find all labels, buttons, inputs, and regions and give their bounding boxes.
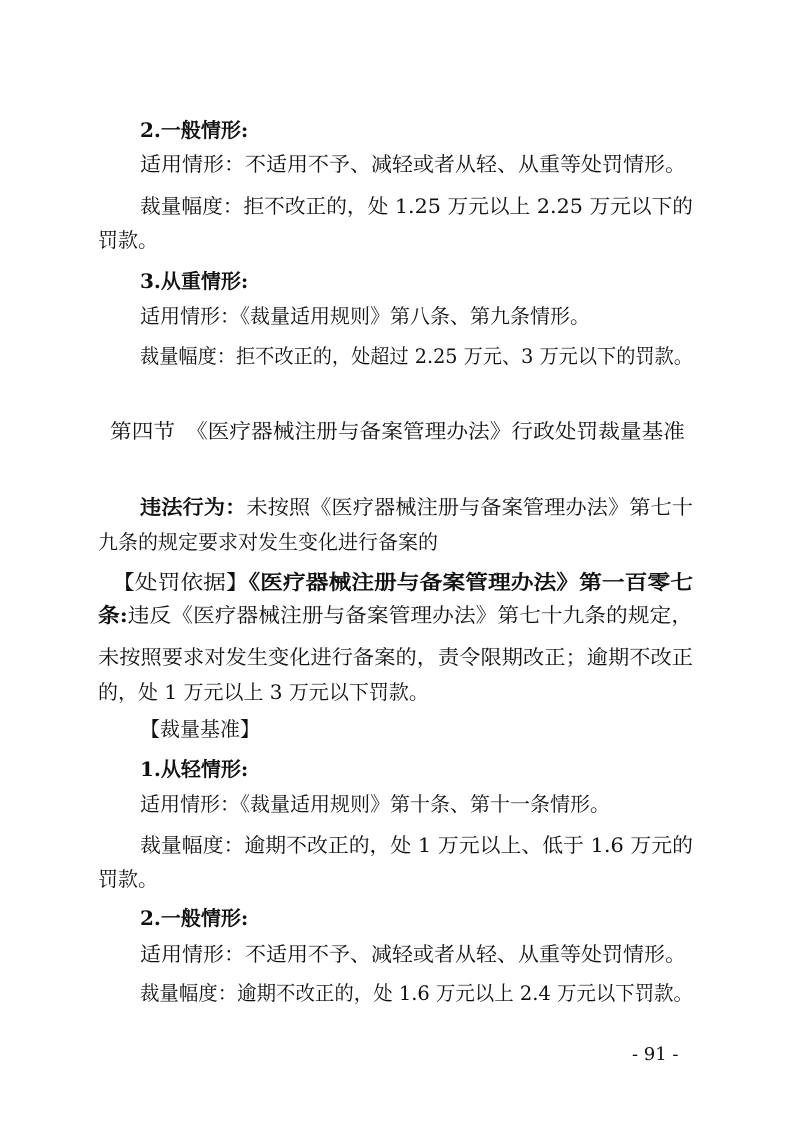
applicable-situation-line xyxy=(0,786,793,822)
text-run: 适用情形：《裁量适用规则》第十条、第十一条情形。 xyxy=(140,792,610,816)
bold-text-run: 1.从轻情形: xyxy=(140,757,249,781)
applicable-situation-line xyxy=(0,298,793,334)
violation-line xyxy=(0,524,793,560)
text-line-content xyxy=(140,112,248,148)
text-line-content xyxy=(140,338,693,374)
text-line-content xyxy=(140,263,248,299)
text-run: 罚款。 xyxy=(98,867,158,891)
text-run: 【裁量基准】 xyxy=(140,717,260,741)
text-line-content xyxy=(140,298,590,334)
section-4-title xyxy=(0,413,793,449)
discretion-range-line xyxy=(0,188,793,224)
text-line-content xyxy=(140,936,686,972)
text-line-content xyxy=(110,413,685,449)
section-2-heading xyxy=(0,112,793,148)
text-run: 的，处 1 万元以上 3 万元以下罚款。 xyxy=(98,680,429,704)
applicable-situation-line xyxy=(0,936,793,972)
violation-line xyxy=(0,489,793,525)
text-run: 罚款。 xyxy=(98,228,158,252)
text-line-content xyxy=(140,900,248,936)
text-line-content xyxy=(140,975,693,1011)
section-1-heading xyxy=(0,751,793,787)
text-run: 【处罚依据】 xyxy=(112,570,249,594)
text-line-content xyxy=(140,188,693,224)
text-run: 第四节 《医疗器械注册与备案管理办法》行政处罚裁量基准 xyxy=(110,419,685,443)
text-run: 裁量幅度：拒不改正的，处 1.25 万元以上 2.25 万元以下的 xyxy=(140,194,693,218)
text-line-content xyxy=(140,827,693,863)
text-line-content xyxy=(140,751,248,787)
text-run: 适用情形：不适用不予、减轻或者从轻、从重等处罚情形。 xyxy=(140,152,686,176)
text-line-content xyxy=(98,597,693,633)
text-line-content xyxy=(140,146,686,182)
text-line-content xyxy=(140,786,610,822)
bold-text-run: 《医疗器械注册与备案管理办法》第一百零七 xyxy=(248,570,694,594)
discretion-standard-heading xyxy=(0,711,793,747)
discretion-range-line xyxy=(0,222,793,258)
page-number: - 91 - xyxy=(632,1044,679,1065)
discretion-range-line xyxy=(0,338,793,374)
text-run: 九条的规定要求对发生变化进行备案的 xyxy=(98,530,438,554)
text-run: 裁量幅度：拒不改正的，处超过 2.25 万元、3 万元以下的罚款。 xyxy=(140,344,693,368)
discretion-range-line xyxy=(0,827,793,863)
bold-text-run: 2.一般情形: xyxy=(140,118,249,142)
discretion-range-line xyxy=(0,975,793,1011)
text-run: 适用情形：不适用不予、减轻或者从轻、从重等处罚情形。 xyxy=(140,942,686,966)
text-run: 适用情形：《裁量适用规则》第八条、第九条情形。 xyxy=(140,304,590,328)
text-line-content xyxy=(98,639,693,675)
text-line-content xyxy=(98,674,429,710)
text-run: 裁量幅度：逾期不改正的，处 1.6 万元以上 2.4 万元以下罚款。 xyxy=(140,981,693,1005)
text-run: 未按照要求对发生变化进行备案的，责令限期改正；逾期不改正 xyxy=(98,645,693,669)
text-line-content xyxy=(140,489,693,525)
text-run: 违反《医疗器械注册与备案管理办法》第七十九条的规定， xyxy=(127,603,693,627)
text-line-content xyxy=(112,564,693,600)
section-2-heading xyxy=(0,900,793,936)
text-line-content xyxy=(98,861,158,897)
penalty-basis-line xyxy=(0,564,793,600)
text-line-content xyxy=(140,711,260,747)
section-3-heading xyxy=(0,263,793,299)
text-run: 裁量幅度：逾期不改正的，处 1 万元以上、低于 1.6 万元的 xyxy=(140,833,693,857)
text-line-content xyxy=(98,222,158,258)
penalty-basis-line xyxy=(0,639,793,675)
bold-text-run: 违法行为： xyxy=(140,495,247,519)
penalty-basis-line xyxy=(0,597,793,633)
bold-text-run: 3.从重情形: xyxy=(140,269,249,293)
bold-text-run: 条: xyxy=(98,603,128,627)
penalty-basis-line xyxy=(0,674,793,710)
text-line-content xyxy=(98,524,438,560)
text-run: 未按照《医疗器械注册与备案管理办法》第七十 xyxy=(246,495,693,519)
applicable-situation-line xyxy=(0,146,793,182)
bold-text-run: 2.一般情形: xyxy=(140,906,249,930)
discretion-range-line xyxy=(0,861,793,897)
